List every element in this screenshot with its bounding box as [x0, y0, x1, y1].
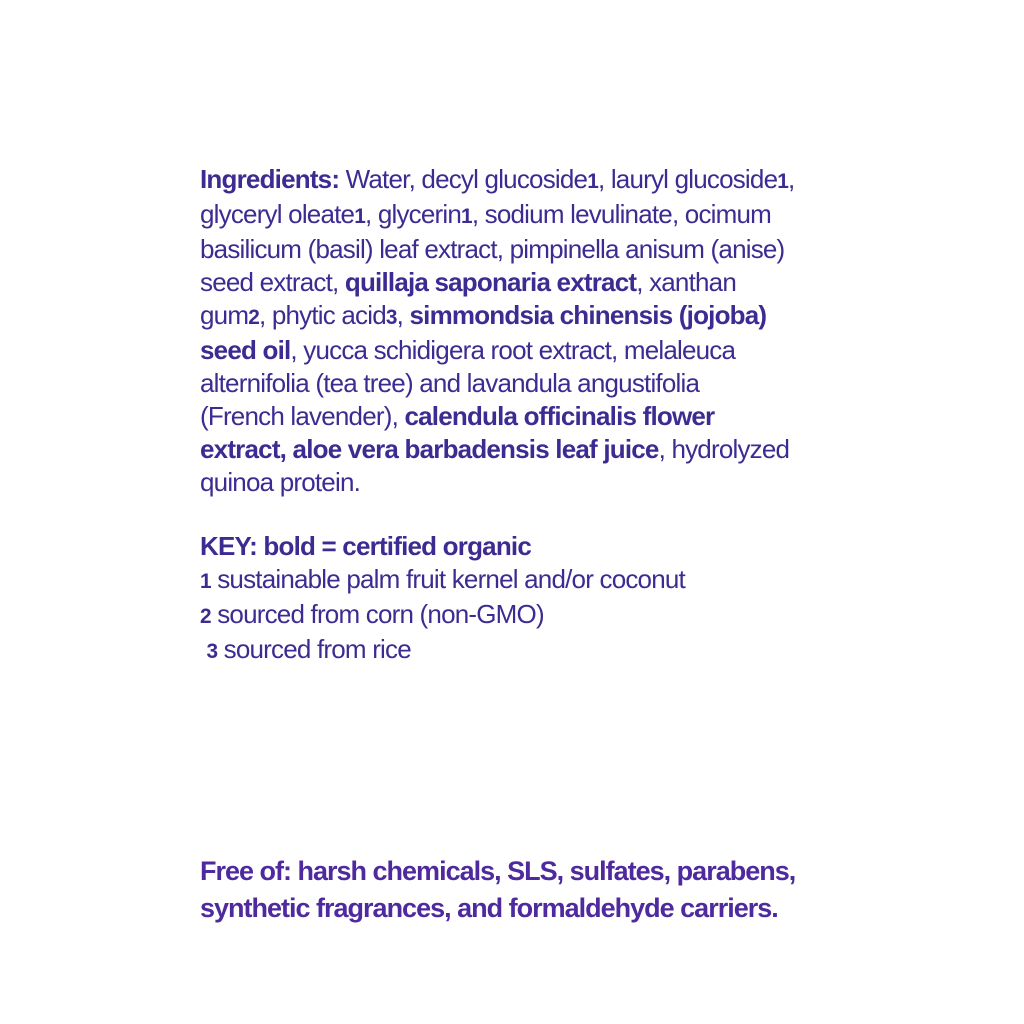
text-line: Free of: harsh chemicals, SLS, sulfates, parabens, — [200, 856, 796, 886]
text-line: quinoa protein. — [200, 467, 361, 497]
text-line: seed oil, yucca schidigera root extract, melaleuca — [200, 335, 736, 365]
text-line: (French lavender), calendula officinalis flower — [200, 401, 715, 431]
text-line: extract, aloe vera barbadensis leaf juice, hydrolyzed — [200, 434, 790, 464]
text-line: 1 sustainable palm fruit kernel and/or coconut — [200, 564, 685, 594]
text-line: alternifolia (tea tree) and lavandula angustifolia — [200, 368, 700, 398]
text-line: 3 sourced from rice — [206, 634, 411, 664]
key-legend — [200, 530, 890, 668]
text-line: glyceryl oleate1, glycerin1, sodium levulinate, ocimum — [200, 199, 772, 229]
text-line: Ingredients: Water, decyl glucoside1, lauryl glucoside1, — [200, 164, 795, 194]
text-line: seed extract, quillaja saponaria extract, xanthan — [200, 267, 736, 297]
ingredients-paragraph — [200, 163, 890, 499]
text-line: KEY: bold = certified organic — [200, 531, 531, 561]
text-line: basilicum (basil) leaf extract, pimpinella anisum (anise) — [200, 234, 785, 264]
text-line: 2 sourced from corn (non-GMO) — [200, 599, 544, 629]
text-line: gum2, phytic acid3, simmondsia chinensis (jojoba) — [200, 300, 767, 330]
text-line: synthetic fragrances, and formaldehyde carriers. — [200, 893, 778, 923]
free-of-statement — [200, 853, 890, 927]
